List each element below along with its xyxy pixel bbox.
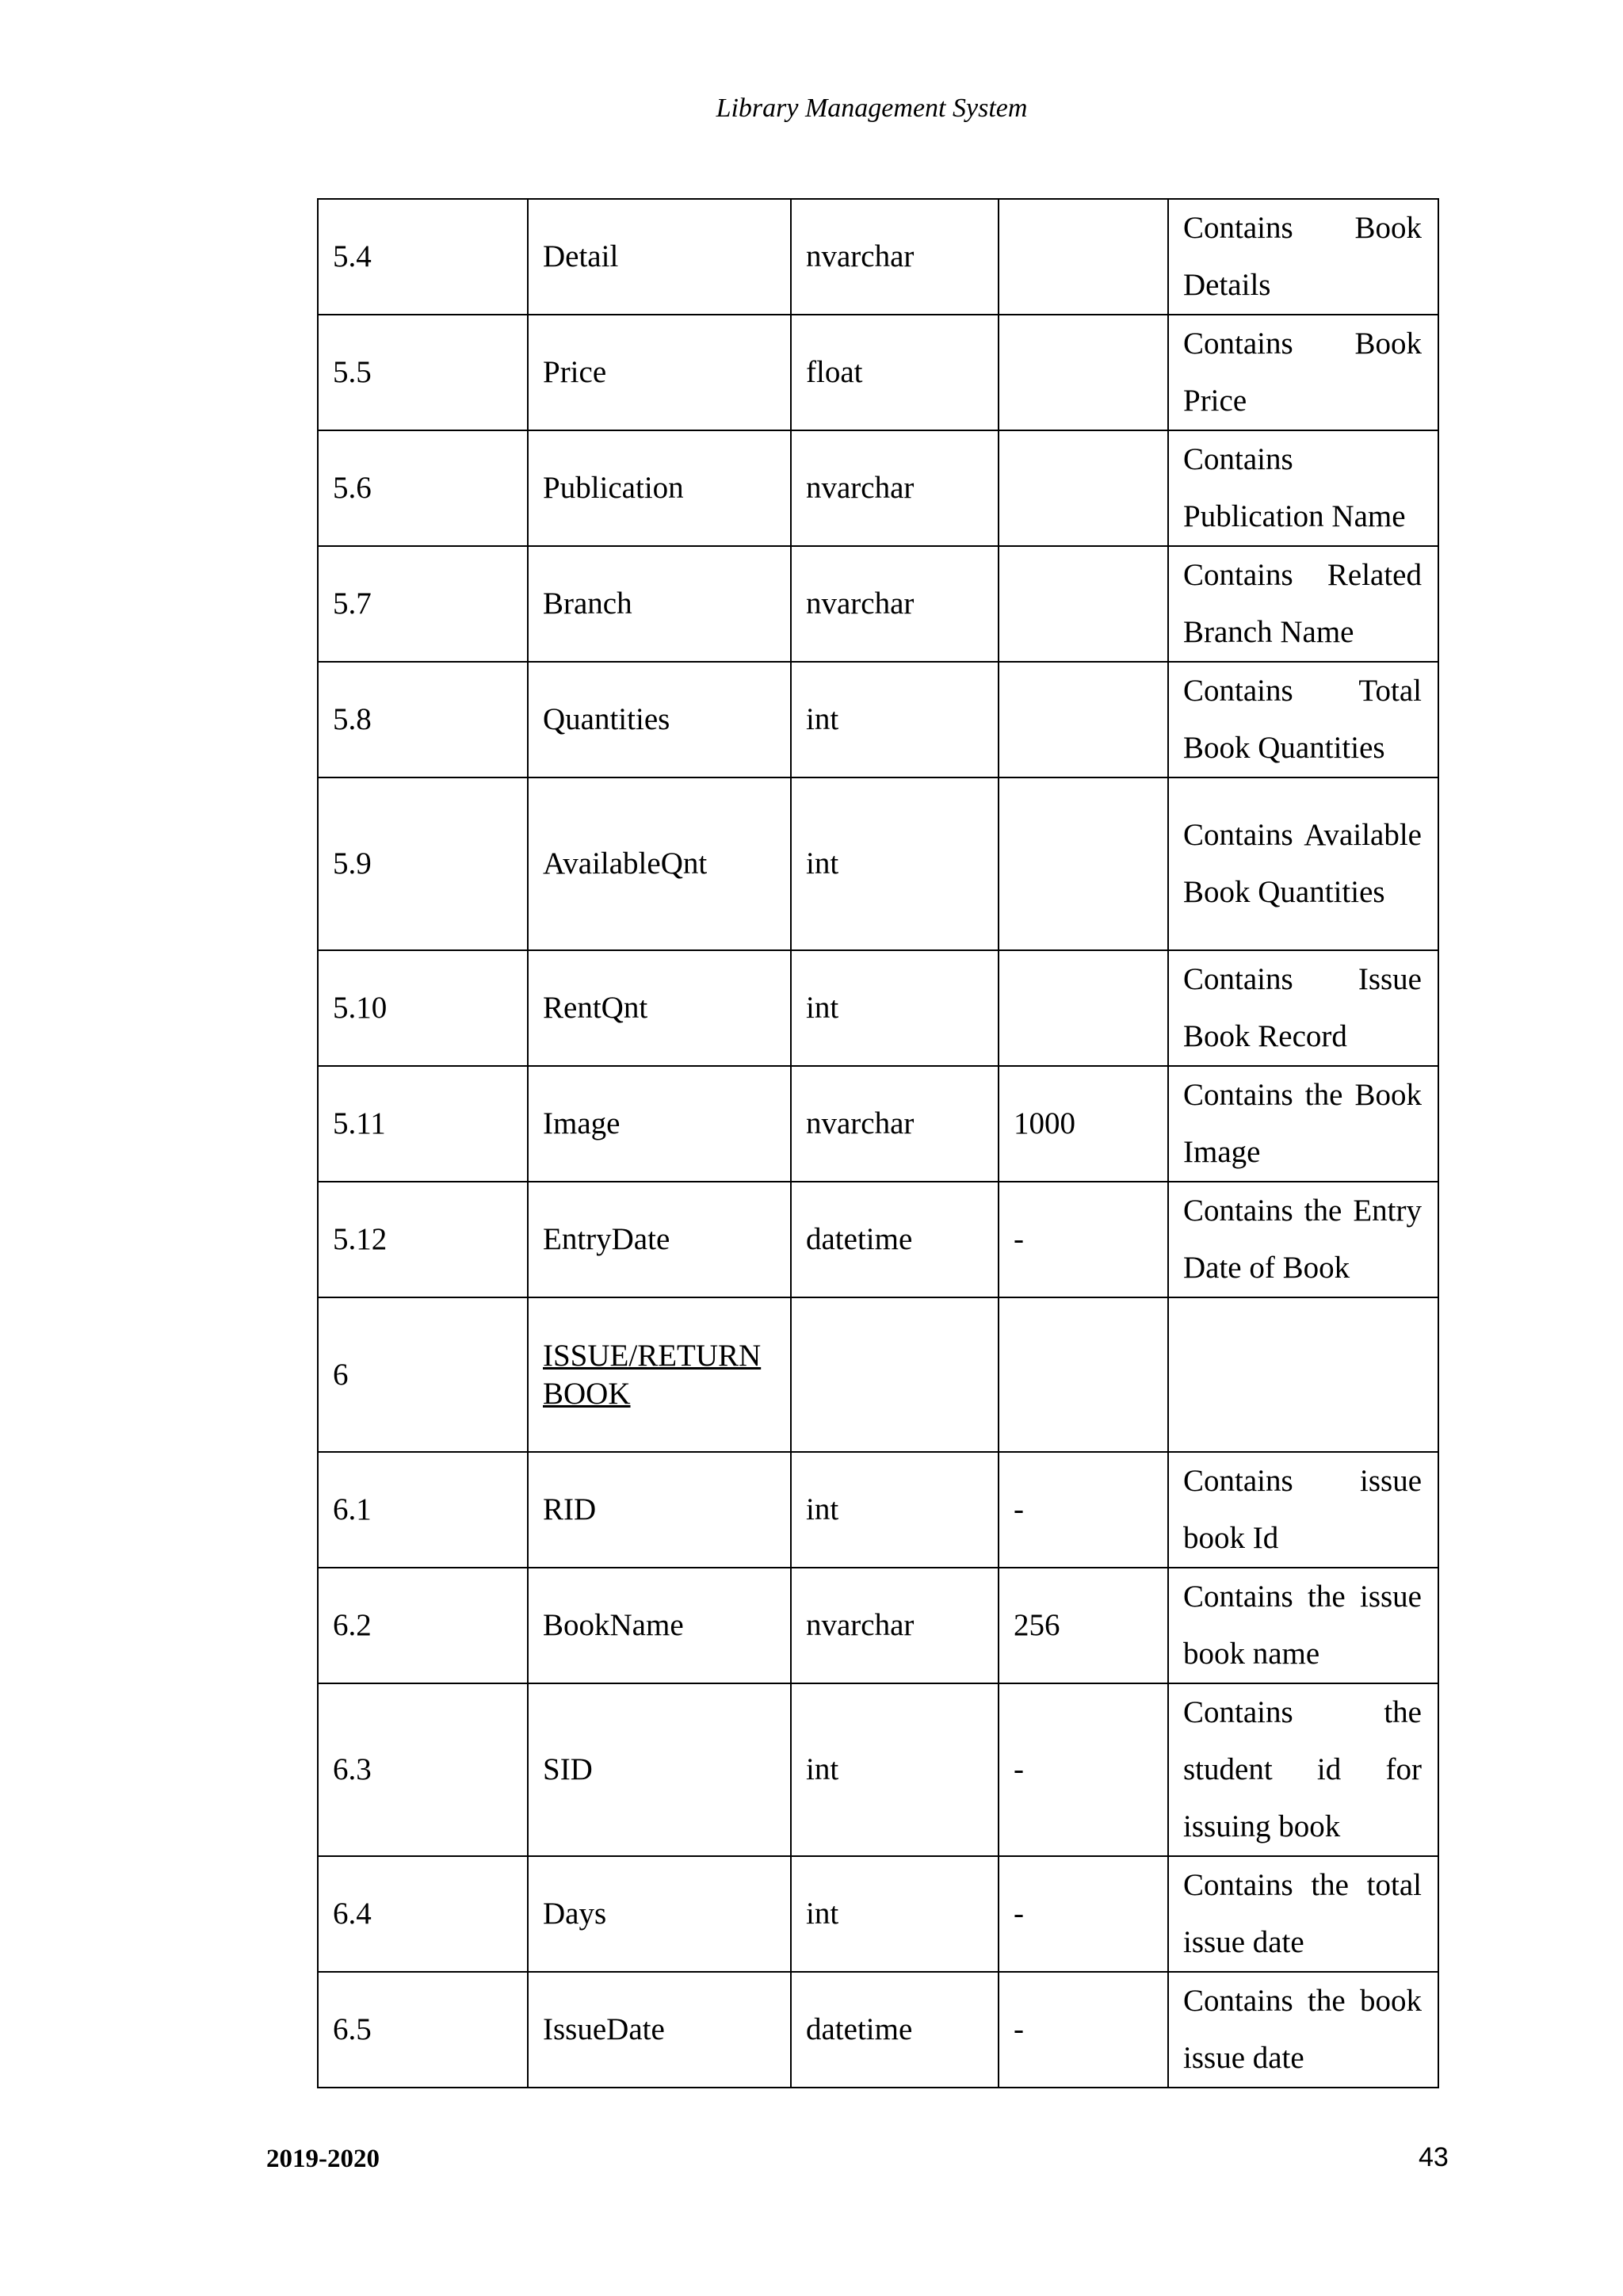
description-cell: Contains the Entry Date of Book bbox=[1168, 1182, 1438, 1297]
table-row bbox=[318, 662, 1438, 777]
section-row bbox=[318, 1297, 1438, 1452]
data-type-cell: int bbox=[791, 1452, 999, 1568]
row-number-cell: 5.10 bbox=[318, 950, 528, 1066]
description-cell: Contains Available Book Quantities bbox=[1168, 777, 1438, 950]
size-cell: - bbox=[999, 1972, 1168, 2088]
description-cell: Contains the total issue date bbox=[1168, 1856, 1438, 1972]
data-type-cell: int bbox=[791, 1856, 999, 1972]
row-number-cell: 5.12 bbox=[318, 1182, 528, 1297]
field-name-cell: Price bbox=[528, 315, 791, 430]
data-type-cell: int bbox=[791, 950, 999, 1066]
table-row bbox=[318, 546, 1438, 662]
field-name-cell bbox=[528, 1297, 791, 1452]
table-row bbox=[318, 1066, 1438, 1182]
page-number: 43 bbox=[1419, 2142, 1449, 2172]
row-number-cell: 5.11 bbox=[318, 1066, 528, 1182]
data-type-cell: int bbox=[791, 662, 999, 777]
size-cell bbox=[999, 199, 1168, 315]
table-row bbox=[318, 1856, 1438, 1972]
table-row bbox=[318, 1568, 1438, 1683]
row-number-cell: 6.1 bbox=[318, 1452, 528, 1568]
data-type-cell: datetime bbox=[791, 1972, 999, 2088]
size-cell bbox=[999, 662, 1168, 777]
field-name-cell: Days bbox=[528, 1856, 791, 1972]
description-cell: Contains Book Price bbox=[1168, 315, 1438, 430]
data-type-cell: nvarchar bbox=[791, 1568, 999, 1683]
size-cell: - bbox=[999, 1182, 1168, 1297]
field-name-cell: Detail bbox=[528, 199, 791, 315]
data-type-cell: int bbox=[791, 1683, 999, 1856]
data-type-cell: nvarchar bbox=[791, 430, 999, 546]
size-cell bbox=[999, 777, 1168, 950]
data-type-cell: datetime bbox=[791, 1182, 999, 1297]
row-number-cell: 5.9 bbox=[318, 777, 528, 950]
data-type-cell: nvarchar bbox=[791, 1066, 999, 1182]
row-number-cell: 5.5 bbox=[318, 315, 528, 430]
description-cell: Contains the book issue date bbox=[1168, 1972, 1438, 2088]
table-row bbox=[318, 950, 1438, 1066]
field-name-cell: IssueDate bbox=[528, 1972, 791, 2088]
size-cell bbox=[999, 1297, 1168, 1452]
footer-year: 2019-2020 bbox=[266, 2145, 380, 2173]
table-row bbox=[318, 1683, 1438, 1856]
table-row bbox=[318, 1972, 1438, 2088]
field-name-cell: SID bbox=[528, 1683, 791, 1856]
data-dictionary-table bbox=[317, 198, 1439, 2088]
description-cell: Contains Issue Book Record bbox=[1168, 950, 1438, 1066]
field-name-cell: Image bbox=[528, 1066, 791, 1182]
description-cell: Contains Book Details bbox=[1168, 199, 1438, 315]
section-title: ISSUE/RETURN BOOK bbox=[543, 1338, 762, 1411]
running-header bbox=[0, 94, 1623, 124]
field-name-cell: Quantities bbox=[528, 662, 791, 777]
table-body bbox=[318, 199, 1438, 2088]
size-cell: - bbox=[999, 1452, 1168, 1568]
row-number-cell: 5.7 bbox=[318, 546, 528, 662]
row-number-cell: 6.2 bbox=[318, 1568, 528, 1683]
row-number-cell: 6.5 bbox=[318, 1972, 528, 2088]
description-cell: Contains the student id for issuing book bbox=[1168, 1683, 1438, 1856]
row-number-cell: 6.4 bbox=[318, 1856, 528, 1972]
row-number-cell: 5.8 bbox=[318, 662, 528, 777]
size-cell bbox=[999, 546, 1168, 662]
field-name-cell: AvailableQnt bbox=[528, 777, 791, 950]
data-type-cell: nvarchar bbox=[791, 546, 999, 662]
data-type-cell bbox=[791, 1297, 999, 1452]
row-number-cell: 6.3 bbox=[318, 1683, 528, 1856]
size-cell: 1000 bbox=[999, 1066, 1168, 1182]
size-cell bbox=[999, 950, 1168, 1066]
row-number-cell: 6 bbox=[318, 1297, 528, 1452]
table-row bbox=[318, 315, 1438, 430]
table-row bbox=[318, 777, 1438, 950]
description-cell: Contains the Book Image bbox=[1168, 1066, 1438, 1182]
field-name-cell: BookName bbox=[528, 1568, 791, 1683]
size-cell bbox=[999, 315, 1168, 430]
size-cell: - bbox=[999, 1856, 1168, 1972]
table-row bbox=[318, 1452, 1438, 1568]
description-cell: Contains issue book Id bbox=[1168, 1452, 1438, 1568]
row-number-cell: 5.6 bbox=[318, 430, 528, 546]
field-name-cell: EntryDate bbox=[528, 1182, 791, 1297]
table-row bbox=[318, 199, 1438, 315]
row-number-cell: 5.4 bbox=[318, 199, 528, 315]
field-name-cell: Branch bbox=[528, 546, 791, 662]
table-row bbox=[318, 1182, 1438, 1297]
size-cell: - bbox=[999, 1683, 1168, 1856]
description-cell bbox=[1168, 1297, 1438, 1452]
description-cell: Contains Total Book Quantities bbox=[1168, 662, 1438, 777]
description-cell: Contains the issue book name bbox=[1168, 1568, 1438, 1683]
data-type-cell: float bbox=[791, 315, 999, 430]
field-name-cell: Publication bbox=[528, 430, 791, 546]
table-row bbox=[318, 430, 1438, 546]
size-cell bbox=[999, 430, 1168, 546]
data-type-cell: nvarchar bbox=[791, 199, 999, 315]
description-cell: Contains Publication Name bbox=[1168, 430, 1438, 546]
header-title: Library Management System bbox=[716, 94, 1028, 123]
field-name-cell: RentQnt bbox=[528, 950, 791, 1066]
description-cell: Contains Related Branch Name bbox=[1168, 546, 1438, 662]
field-name-cell: RID bbox=[528, 1452, 791, 1568]
data-type-cell: int bbox=[791, 777, 999, 950]
size-cell: 256 bbox=[999, 1568, 1168, 1683]
